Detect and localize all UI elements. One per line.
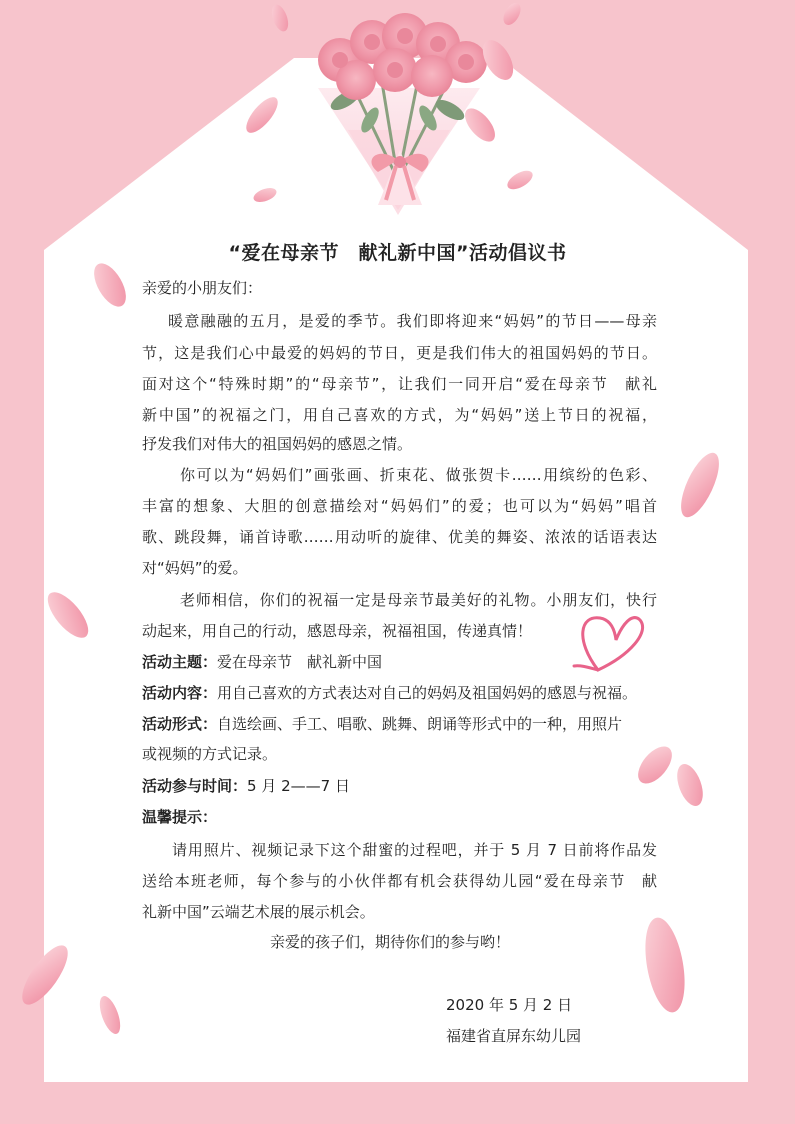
para2-line: 你可以为“妈妈们”画张画、折束花、做张贺卡……用缤纷的色彩、 [180,466,657,484]
signature-org: 福建省直屏东幼儿园 [446,1027,582,1045]
theme-label: 活动主题： [142,653,218,671]
tips-line: 礼新中国”云端艺术展的展示机会。 [142,903,375,921]
para3-line: 老师相信，你们的祝福一定是母亲节最美好的礼物。小朋友们，快行 [180,591,657,609]
time-label: 活动参与时间： [142,777,248,795]
letter-title: “爱在母亲节 献礼新中国”活动倡议书 [228,242,567,264]
form-row [142,714,622,734]
greeting: 亲爱的小朋友们： [142,279,263,297]
para2-line: 对“妈妈”的爱。 [142,559,248,577]
tips-label: 温馨提示： [142,808,218,826]
para1-line: 暖意融融的五月，是爱的季节。我们即将迎来“妈妈”的节日——母亲 [168,312,657,330]
time-row [142,776,350,796]
para1-line: 抒发我们对伟大的祖国妈妈的感恩之情。 [142,435,413,453]
time-value: 5 月 2——7 日 [247,777,350,795]
tips-line: 送给本班老师，每个参与的小伙伴都有机会获得幼儿园“爱在母亲节 献 [142,872,657,890]
content-label: 活动内容： [142,684,218,702]
content-row [142,683,637,703]
theme-row [142,652,382,672]
form-value: 自选绘画、手工、唱歌、跳舞、朗诵等形式中的一种，用照片 [217,715,623,733]
form-label: 活动形式： [142,715,218,733]
para1-line: 面对这个“特殊时期”的“母亲节”，让我们一同开启“爱在母亲节 献礼 [142,375,657,393]
closing-line: 亲爱的孩子们，期待你们的参与哟！ [270,933,511,951]
theme-value: 爱在母亲节 献礼新中国 [217,653,383,671]
para1-line: 新中国”的祝福之门，用自己喜欢的方式，为“妈妈”送上节日的祝福， [142,406,657,424]
para1-line: 节，这是我们心中最爱的妈妈的节日，更是我们伟大的祖国妈妈的节日。 [142,344,657,362]
para3-line: 动起来，用自己的行动，感恩母亲，祝福祖国，传递真情！ [142,622,533,640]
letter-date: 2020 年 5 月 2 日 [446,996,573,1014]
para2-line: 歌、跳段舞，诵首诗歌……用动听的旋律、优美的舞姿、浓浓的话语表达 [142,528,657,546]
form-row-cont: 或视频的方式记录。 [142,745,278,763]
para2-line: 丰富的想象、大胆的创意描绘对“妈妈们”的爱；也可以为“妈妈”唱首 [142,497,657,515]
tips-line: 请用照片、视频记录下这个甜蜜的过程吧，并于 5 月 7 日前将作品发 [172,841,657,859]
content-value: 用自己喜欢的方式表达对自己的妈妈及祖国妈妈的感恩与祝福。 [217,684,638,702]
